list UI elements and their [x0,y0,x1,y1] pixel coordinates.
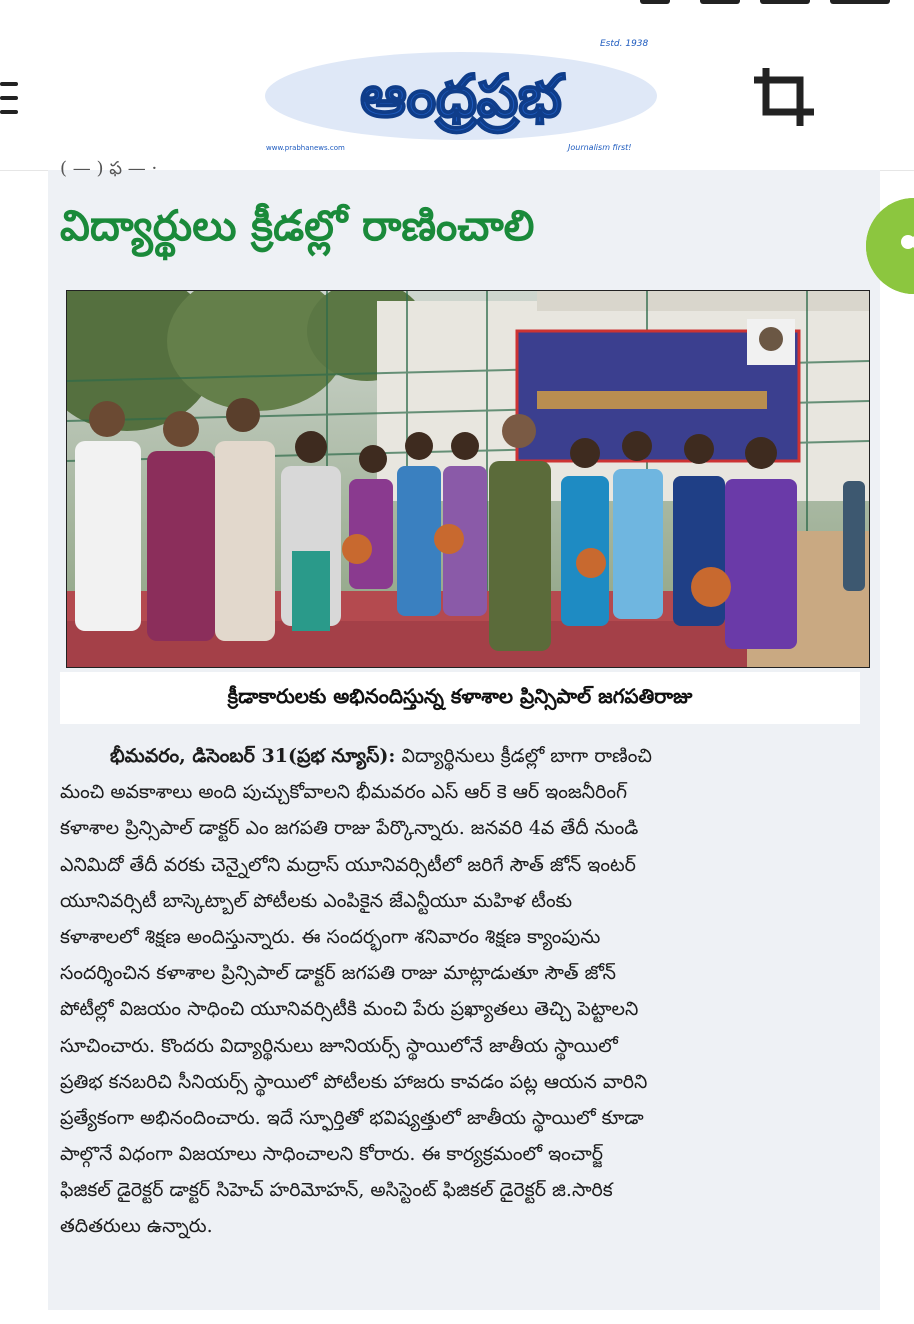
article-body-line: మంచి అవకాశాలు అంది పుచ్చుకోవాలని భీమవరం ఎస్ ఆర్ కె ఆర్ ఇంజనీరింగ్ [60,781,628,804]
article-body-line: కళాశాల ప్రిన్సిపాల్ డాక్టర్ ఎం జగపతి రాజు పేర్కొన్నారు. జనవరి 4వ తేదీ నుండి [60,817,639,840]
article-body-line: సందర్శించిన కళాశాల ప్రిన్సిపాల్ డాక్టర్ జగపతి రాజు మాట్లాడుతూ సౌత్ జోన్ [60,962,616,985]
article-body-line: ఎనిమిదో తేదీ వరకు చెన్నైలోని మద్రాస్ యూనివర్సిటీలో జరిగే సౌత్ జోన్ ఇంటర్ [60,853,636,876]
article-body [60,738,870,1245]
photo-caption: క్రీడాకారులకు అభినందిస్తున్న కళాశాల ప్రిన్సిపాల్ జగపతిరాజు [227,684,693,708]
article-body-line: సూచించారు. కొందరు విద్యార్థినులు జూనియర్స్ స్థాయిలోనే జాతీయ స్థాయిలో [60,1034,618,1057]
article-body-line: పోటీల్లో విజయం సాధించి యూనివర్సిటీకి మంచి పేరు ప్రఖ్యాతలు తెచ్చి పెట్టాలని [60,998,639,1021]
svg-text:Journalism first!: Journalism first! [568,143,632,152]
andhra-prabha-logo[interactable] [262,36,660,154]
photo-caption-box [60,672,860,724]
status-bar-cutoff [0,0,914,6]
svg-text:www.prabhanews.com: www.prabhanews.com [266,144,345,152]
article-body-line: తదితరులు ఉన్నారు. [60,1215,213,1238]
article-body-line [60,738,870,774]
article-dateline: భీమవరం, డిసెంబర్ 31(ప్రభ న్యూస్): [110,745,396,767]
svg-text:Estd. 1938: Estd. 1938 [600,39,649,49]
app-top-bar [0,0,914,171]
article-headline: విద్యార్థులు క్రీడల్లో రాణించాలి [60,201,535,250]
article-body-line: ప్రత్యేకంగా అభినందించారు. ఇదే స్ఫూర్తితో భవిష్యత్తులో జాతీయ స్థాయిలో కూడా [60,1106,644,1129]
article-photo[interactable] [66,290,870,668]
crop-icon[interactable] [752,66,818,128]
svg-text:ఆంధ్రప్రభ: ఆంధ్రప్రభ [360,62,562,130]
hamburger-menu-icon[interactable] [0,82,18,114]
cutoff-previous-line: ( — ) ఫ — · [60,158,158,179]
article-body-line: కళాశాలలో శిక్షణ అందిస్తున్నారు. ఈ సందర్భంగా శనివారం శిక్షణ క్యాంపును [60,925,601,948]
article-body-line: పాల్గొనే విధంగా విజయాలు సాధించాలని కోరారు. ఈ కార్యక్రమంలో ఇంచార్జ్ [60,1143,604,1166]
article-body-line: ప్రతిభ కనబరిచి సీనియర్స్ స్థాయిలో పోటీలకు హాజరు కావడం పట్ల ఆయన వారిని [60,1070,648,1093]
article-body-line-text: విద్యార్థినులు క్రీడల్లో బాగా రాణించి [401,745,652,767]
article-body-line: ఫిజికల్ డైరెక్టర్ డాక్టర్ సిహెచ్ హరిమోహన్, అసిస్టెంట్ ఫిజికల్ డైరెక్టర్ జి.సారిక [60,1179,613,1202]
article-body-line: యూనివర్సిటీ బాస్కెట్బాల్ పోటీలకు ఎంపికైన జేఎన్టీయూ మహిళ టీంకు [60,889,573,912]
